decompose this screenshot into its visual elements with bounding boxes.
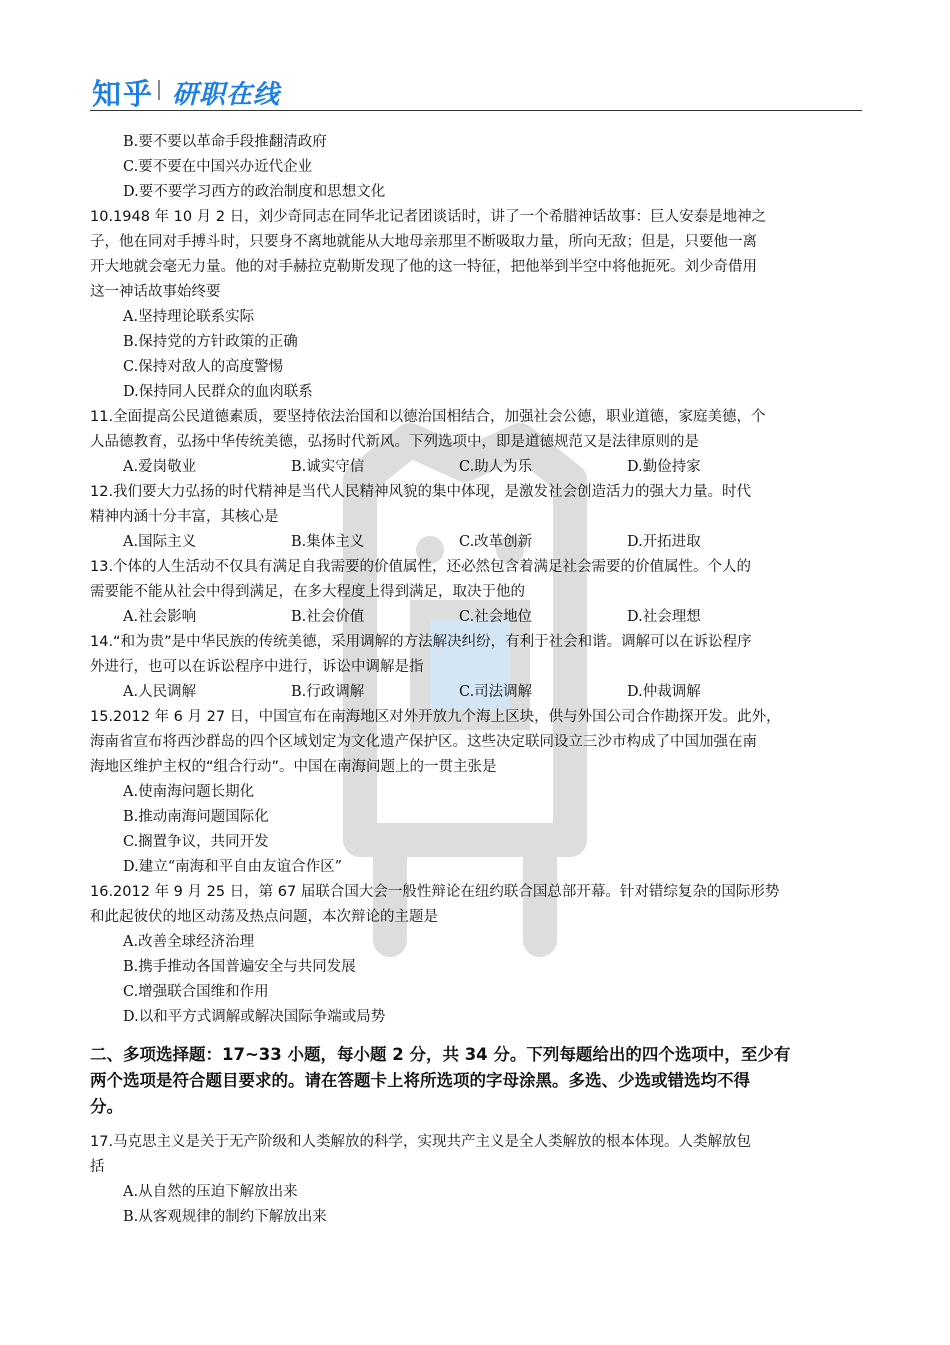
option: D.社会理想 [627,609,701,625]
option: A.人民调解 [123,684,197,700]
page-header [90,70,862,111]
option: C.司法调解 [459,684,533,700]
question-text-line: 精神内涵十分丰富，其核心是 [90,509,279,525]
question-text-line: 14.“和为贵”是中华民族的传统美德，采用调解的方法解决纠纷，有利于社会和谐。调解可以在诉讼程序 [90,634,752,650]
question-text-line: 12.我们要大力弘扬的时代精神是当代人民精神风貌的集中体现，是激发社会创造活力的强大力量。时代 [90,484,752,500]
document-body [90,130,862,1230]
option: D.仲裁调解 [627,684,701,700]
option: A.改善全球经济治理 [123,934,255,950]
option: A.国际主义 [123,534,197,550]
options-row [90,530,862,555]
option: C.改革创新 [459,534,533,550]
question-10 [90,205,862,405]
options-row [90,455,862,480]
option: C.增强联合国维和作用 [123,984,269,1000]
question-text-line: 人品德教育，弘扬中华传统美德，弘扬时代新风。下列选项中，即是道德规范又是法律原则的是 [90,434,699,450]
options-row [90,680,862,705]
section-heading-line: 分。 [90,1097,123,1116]
option: D.以和平方式调解或解决国际争端或局势 [123,1009,386,1025]
question-text-line: 16.2012 年 9 月 25 日，第 67 届联合国大会一般性辩论在纽约联合国总部开幕。针对错综复杂的国际形势 [90,884,780,900]
option: A.从自然的压迫下解放出来 [123,1184,298,1200]
question-17 [90,1130,862,1230]
section-heading-multiple-choice [90,1042,862,1120]
question-text-line: 这一神话故事始终要 [90,284,221,300]
option: B.保持党的方针政策的正确 [123,334,298,350]
option: B.要不要以革命手段推翻清政府 [123,134,327,150]
option: B.携手推动各国普遍安全与共同发展 [123,959,356,975]
option: D.建立“南海和平自由友谊合作区” [123,859,343,875]
question-text-line: 子，他在同对手搏斗时，只要身不离地就能从大地母亲那里不断吸取力量，所向无敌；但是，只要他一离 [90,234,757,250]
option: C.助人为乐 [459,459,533,475]
question-text-line: 10.1948 年 10 月 2 日，刘少奇同志在同华北记者团谈话时，讲了一个希腊神话故事：巨人安泰是地神之 [90,209,767,225]
option: A.坚持理论联系实际 [123,309,255,325]
option: C.保持对敌人的高度警惕 [123,359,284,375]
question-text-line: 13.个体的人生活动不仅具有满足自我需要的价值属性，还必然包含着满足社会需要的价值属性。个人的 [90,559,752,575]
question-text-line: 17.马克思主义是关于无产阶级和人类解放的科学，实现共产主义是全人类解放的根本体现。人类解放包 [90,1134,752,1150]
question-text-line: 括 [90,1159,105,1175]
question-text-line: 外进行，也可以在诉讼程序中进行，诉讼中调解是指 [90,659,424,675]
option: B.行政调解 [291,684,365,700]
option: B.社会价值 [291,609,365,625]
question-16 [90,880,862,1030]
question-text-line: 15.2012 年 6 月 27 日，中国宣布在南海地区对外开放九个海上区块，供与外国公司合作勘探开发。此外， [90,709,781,725]
brand-divider [158,80,160,100]
option: A.爱岗敬业 [123,459,197,475]
question-11 [90,405,862,480]
question-14 [90,630,862,705]
question-9-options [90,130,862,205]
question-12 [90,480,862,555]
option: D.开拓进取 [627,534,701,550]
question-text-line: 海地区维护主权的“组合行动”。中国在南海问题上的一贯主张是 [90,759,497,775]
option: C.社会地位 [459,609,533,625]
question-15 [90,705,862,880]
brand-logo-yanzhi: 研职在线 [172,80,281,110]
option: A.使南海问题长期化 [123,784,255,800]
option: A.社会影响 [123,609,197,625]
question-13 [90,555,862,630]
question-text-line: 和此起彼伏的地区动荡及热点问题，本次辩论的主题是 [90,909,438,925]
question-text-line: 开大地就会毫无力量。他的对手赫拉克勒斯发现了他的这一特征，把他举到半空中将他扼死。刘少奇借用 [90,259,757,275]
option: B.集体主义 [291,534,365,550]
section-heading-line: 二、多项选择题：17~33 小题，每小题 2 分，共 34 分。下列每题给出的四个选项中，至少有 [90,1045,791,1064]
option: B.诚实守信 [291,459,365,475]
option: D.要不要学习西方的政治制度和思想文化 [123,184,386,200]
option: C.要不要在中国兴办近代企业 [123,159,313,175]
section-heading-line: 两个选项是符合题目要求的。请在答题卡上将所选项的字母涂黑。多选、少选或错选均不得 [90,1071,750,1090]
option: C.搁置争议，共同开发 [123,834,269,850]
question-text-line: 11.全面提高公民道德素质，要坚持依法治国和以德治国相结合，加强社会公德，职业道德，家庭美德，个 [90,409,766,425]
option: D.保持同人民群众的血肉联系 [123,384,313,400]
option: B.推动南海问题国际化 [123,809,269,825]
option: B.从客观规律的制约下解放出来 [123,1209,327,1225]
question-text-line: 海南省宣布将西沙群岛的四个区域划定为文化遗产保护区。这些决定联同设立三沙市构成了中国加强在南 [90,734,757,750]
option: D.勤俭持家 [627,459,701,475]
options-row [90,605,862,630]
brand-logo-zhihu: 知乎 [92,77,155,111]
question-text-line: 需要能不能从社会中得到满足，在多大程度上得到满足，取决于他的 [90,584,525,600]
